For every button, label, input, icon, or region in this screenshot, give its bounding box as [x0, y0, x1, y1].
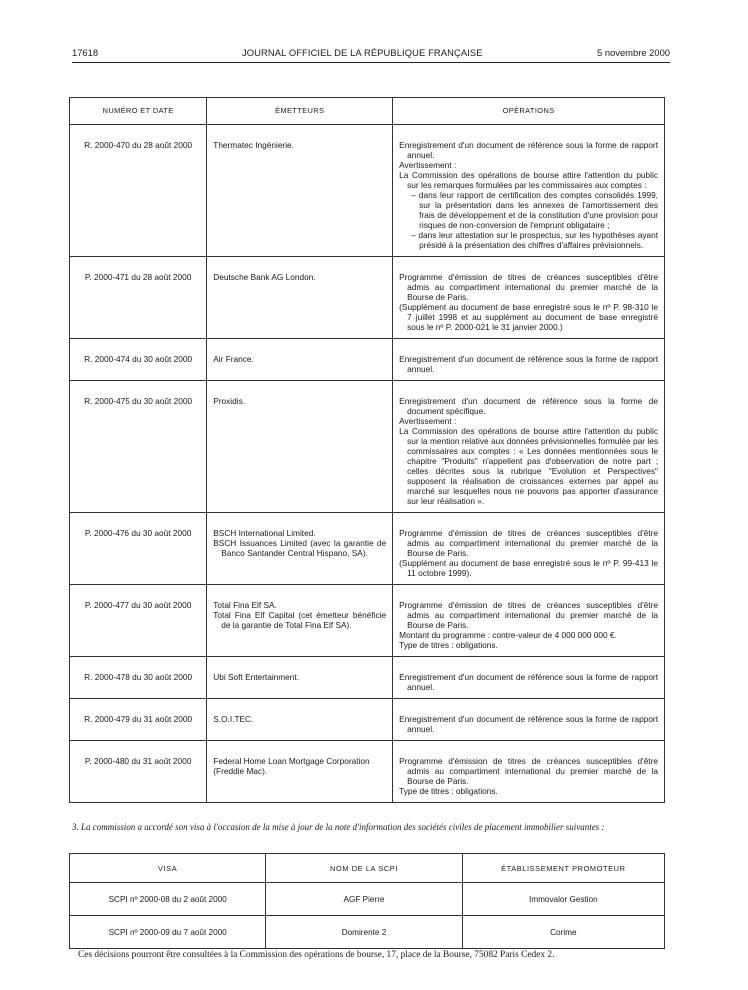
- emetteur-name: Thermatec Ingénierie.: [213, 140, 294, 150]
- promoteur-cell: Immovalor Gestion: [462, 883, 664, 916]
- column-header-promoteur: ÉTABLISSEMENT PROMOTEUR: [462, 854, 664, 883]
- table-row: [70, 125, 665, 257]
- table-row: [70, 699, 665, 741]
- operations-table-body: [70, 125, 665, 803]
- visa-cell: SCPI nº 2000-09 du 7 août 2000: [70, 916, 266, 949]
- emetteur-name: BSCH Issuances Limited (avec la garantie de Banco Santander Central Hispano, SA).: [213, 538, 387, 558]
- operations-cell: [393, 513, 665, 585]
- emetteur-cell: [207, 699, 393, 741]
- visa-table-body: [70, 883, 665, 949]
- journal-title: JOURNAL OFFICIEL DE LA RÉPUBLIQUE FRANÇAISE: [242, 47, 483, 58]
- numero-cell: R. 2000-478 du 30 août 2000: [70, 657, 207, 699]
- emetteur-cell: [207, 339, 393, 381]
- operation-text: Programme d'émission de titres de créances susceptibles d'être admis au compartiment international du premier marché de la Bourse de Paris.: [399, 272, 658, 302]
- table-row: [70, 741, 665, 803]
- emetteur-name: Air France.: [213, 354, 254, 364]
- page-header: [72, 45, 670, 61]
- operation-text: Enregistrement d'un document de référence sous la forme de rapport annuel.: [399, 714, 658, 734]
- table-row: [70, 513, 665, 585]
- numero-cell: R. 2000-474 du 30 août 2000: [70, 339, 207, 381]
- page-number: 17618: [72, 47, 99, 58]
- table-row: [70, 585, 665, 657]
- operations-cell: [393, 381, 665, 513]
- numero-cell: R. 2000-479 du 31 août 2000: [70, 699, 207, 741]
- emetteur-cell: [207, 125, 393, 257]
- operation-text: La Commission des opérations de bourse attire l'attention du public sur la mention relative aux données prévisionnelles formulée par les commissaires aux comptes : « Les données mentionnées sous le chapitre "Produits" n'appellent pas d'observation de notre part ; celles décrites sous la rubrique "Evolution et Perspectives" supposent la réalisation de croissances externes par appel au marché sur lesquelles nous ne pouvons pas apporter d'assurance sur leur réalisation ».: [399, 426, 658, 506]
- operation-text: Type de titres : obligations.: [399, 640, 498, 650]
- numero-cell: R. 2000-470 du 28 août 2000: [70, 125, 207, 257]
- visa-note: 3. La commission a accordé son visa à l'occasion de la mise à jour de la note d'information des sociétés civiles de placement immobilier suivantes :: [72, 822, 605, 832]
- column-header-emetteurs: ÉMETTEURS: [207, 98, 393, 125]
- operation-text: Enregistrement d'un document de référence sous la forme de rapport annuel.: [399, 672, 658, 692]
- numero-cell: P. 2000-480 du 31 août 2000: [70, 741, 207, 803]
- column-header-scpi: NOM DE LA SCPI: [266, 854, 462, 883]
- operation-text: Enregistrement d'un document de référence sous la forme de rapport annuel.: [399, 354, 658, 374]
- column-header-operations: OPÉRATIONS: [393, 98, 665, 125]
- operation-bullet: – dans leur rapport de certification des comptes consolidés 1999, sur la présentation dans les annexes de l'amortissement des frais de développement et de la constitution d'une provision pour risques de non-conversion de l'emprunt obligataire ;: [411, 190, 658, 230]
- table-row: [70, 381, 665, 513]
- emetteur-cell: [207, 585, 393, 657]
- operation-text: Montant du programme : contre-valeur de 4 000 000 000 €.: [399, 630, 617, 640]
- emetteur-name: Deutsche Bank AG London.: [213, 272, 316, 282]
- operation-bullet: – dans leur attestation sur le prospectus, sur les hypothèses ayant présidé à la présentation des chiffres d'affaires prévisionnels.: [411, 230, 658, 250]
- operation-text: Enregistrement d'un document de référence sous la forme de document spécifique.: [399, 396, 658, 416]
- emetteur-cell: [207, 741, 393, 803]
- emetteur-name: Total Fina Elf Capital (cet émetteur bénéficie de la garantie de Total Fina Elf SA).: [213, 610, 387, 630]
- emetteur-name: Federal Home Loan Mortgage Corporation (Freddie Mac).: [213, 756, 370, 776]
- visa-header-row: [70, 854, 665, 883]
- numero-cell: P. 2000-476 du 30 août 2000: [70, 513, 207, 585]
- footer-note: Ces décisions pourront être consultées à la Commission des opérations de bourse, 17, place de la Bourse, 75082 Paris Cedex 2.: [78, 950, 555, 960]
- visa-cell: SCPI nº 2000-08 du 2 août 2000: [70, 883, 266, 916]
- operation-text: (Supplément au document de base enregistré sous le nº P. 99-413 le 11 octobre 1999).: [399, 558, 658, 578]
- numero-cell: R. 2000-475 du 30 août 2000: [70, 381, 207, 513]
- publication-date: 5 novembre 2000: [597, 47, 670, 58]
- operations-cell: [393, 257, 665, 339]
- operation-text: Enregistrement d'un document de référence sous la forme de rapport annuel.: [399, 140, 658, 160]
- scpi-name-cell: Domirente 2: [266, 916, 462, 949]
- operations-cell: [393, 657, 665, 699]
- emetteur-name: BSCH International Limited.: [213, 528, 316, 538]
- table-row: [70, 339, 665, 381]
- operation-text: La Commission des opérations de bourse attire l'attention du public sur les remarques formulées par les commissaires aux comptes :: [399, 170, 658, 190]
- operation-text: Programme d'émission de titres de créances susceptibles d'être admis au compartiment international du premier marché de la Bourse de Paris.: [399, 600, 658, 630]
- emetteur-name: S.O.I.TEC.: [213, 714, 254, 724]
- emetteur-name: Total Fina Elf SA.: [213, 600, 277, 610]
- promoteur-cell: Corime: [462, 916, 664, 949]
- emetteur-cell: [207, 257, 393, 339]
- numero-cell: P. 2000-477 du 30 août 2000: [70, 585, 207, 657]
- visa-row: [70, 916, 665, 949]
- scpi-visa-table: [69, 853, 665, 949]
- scpi-name-cell: AGF Pierre: [266, 883, 462, 916]
- emetteur-name: Ubi Soft Entertainment.: [213, 672, 300, 682]
- operations-table: [69, 97, 665, 803]
- emetteur-cell: [207, 381, 393, 513]
- operation-text: Programme d'émission de titres de créances susceptibles d'être admis au compartiment international du premier marché de la Bourse de Paris.: [399, 528, 658, 558]
- emetteur-name: Proxidis.: [213, 396, 246, 406]
- operation-text: (Supplément au document de base enregistré sous le nº P. 98-310 le 7 juillet 1998 et au supplément au document de base enregistré sous le nº P. 2000-021 le 31 janvier 2000.): [399, 302, 658, 332]
- emetteur-cell: [207, 657, 393, 699]
- operations-cell: [393, 585, 665, 657]
- numero-cell: P. 2000-471 du 28 août 2000: [70, 257, 207, 339]
- table-header-row: [70, 98, 665, 125]
- column-header-visa: VISA: [70, 854, 266, 883]
- visa-row: [70, 883, 665, 916]
- header-rule: [72, 62, 670, 63]
- table-row: [70, 657, 665, 699]
- operations-cell: [393, 699, 665, 741]
- operations-cell: [393, 125, 665, 257]
- column-header-numero: NUMÉRO ET DATE: [70, 98, 207, 125]
- operation-text: Avertissement :: [399, 416, 457, 426]
- operation-text: Avertissement :: [399, 160, 457, 170]
- operations-cell: [393, 339, 665, 381]
- operation-text: Type de titres : obligations.: [399, 786, 498, 796]
- table-row: [70, 257, 665, 339]
- emetteur-cell: [207, 513, 393, 585]
- operations-cell: [393, 741, 665, 803]
- operation-text: Programme d'émission de titres de créances susceptibles d'être admis au compartiment international du premier marché de la Bourse de Paris.: [399, 756, 658, 786]
